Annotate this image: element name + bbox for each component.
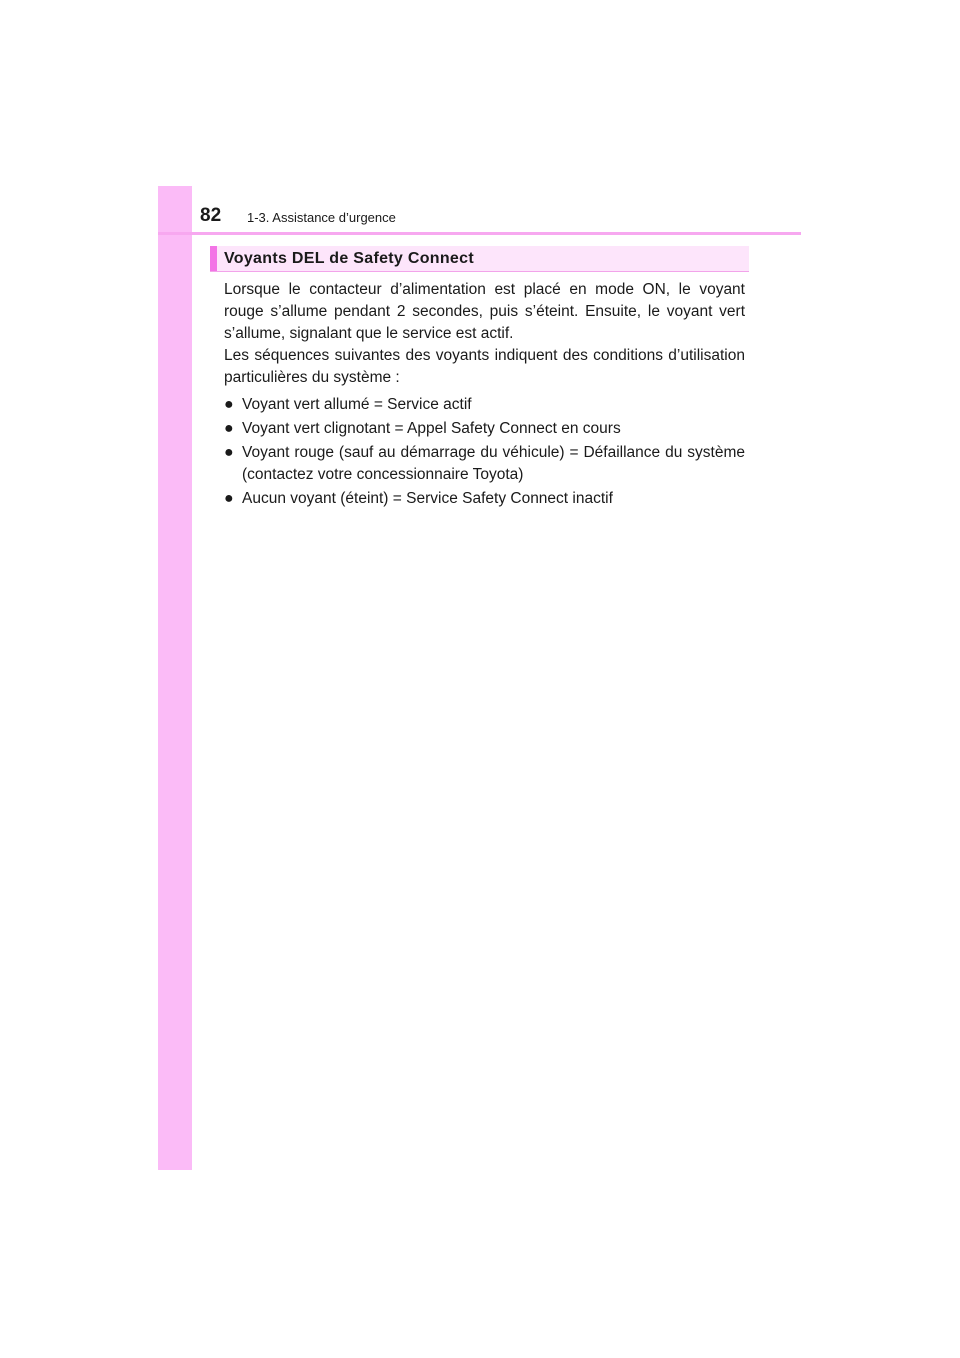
indicator-list: [224, 394, 745, 510]
paragraph-intro: Lorsque le contacteur d’alimentation est placé en mode ON, le voyant rouge s’allume pendant 2 secondes, puis s’éteint. Ensuite, le voyant vert s’allume, signalant que le service est actif.: [224, 281, 745, 342]
body-content: [224, 279, 745, 512]
paragraph-sequences: Les séquences suivantes des voyants indiquent des conditions d’utilisation particulières du système :: [224, 347, 745, 386]
bullet-circle-icon: ●: [224, 444, 234, 461]
bullet-circle-icon: ●: [224, 490, 234, 507]
list-item: [224, 394, 745, 416]
section-heading-text: Voyants DEL de Safety Connect: [224, 250, 474, 267]
page-number: 82: [200, 205, 222, 226]
list-item-text: Voyant rouge (sauf au démarrage du véhicule) = Défaillance du système (contactez votre concessionnaire Toyota): [242, 444, 745, 483]
list-item: [224, 418, 745, 440]
bullet-circle-icon: ●: [224, 396, 234, 413]
list-item: [224, 442, 745, 486]
section-heading: [210, 246, 749, 272]
section-reference: 1-3. Assistance d’urgence: [247, 210, 396, 225]
list-item-text: Aucun voyant (éteint) = Service Safety Connect inactif: [242, 490, 613, 507]
list-item-text: Voyant vert clignotant = Appel Safety Connect en cours: [242, 420, 621, 437]
list-item: [224, 488, 745, 510]
list-item-text: Voyant vert allumé = Service actif: [242, 396, 472, 413]
header-rule: [158, 232, 801, 235]
side-tab-band: [158, 186, 192, 1170]
heading-accent-bar: [210, 246, 217, 271]
bullet-circle-icon: ●: [224, 420, 234, 437]
